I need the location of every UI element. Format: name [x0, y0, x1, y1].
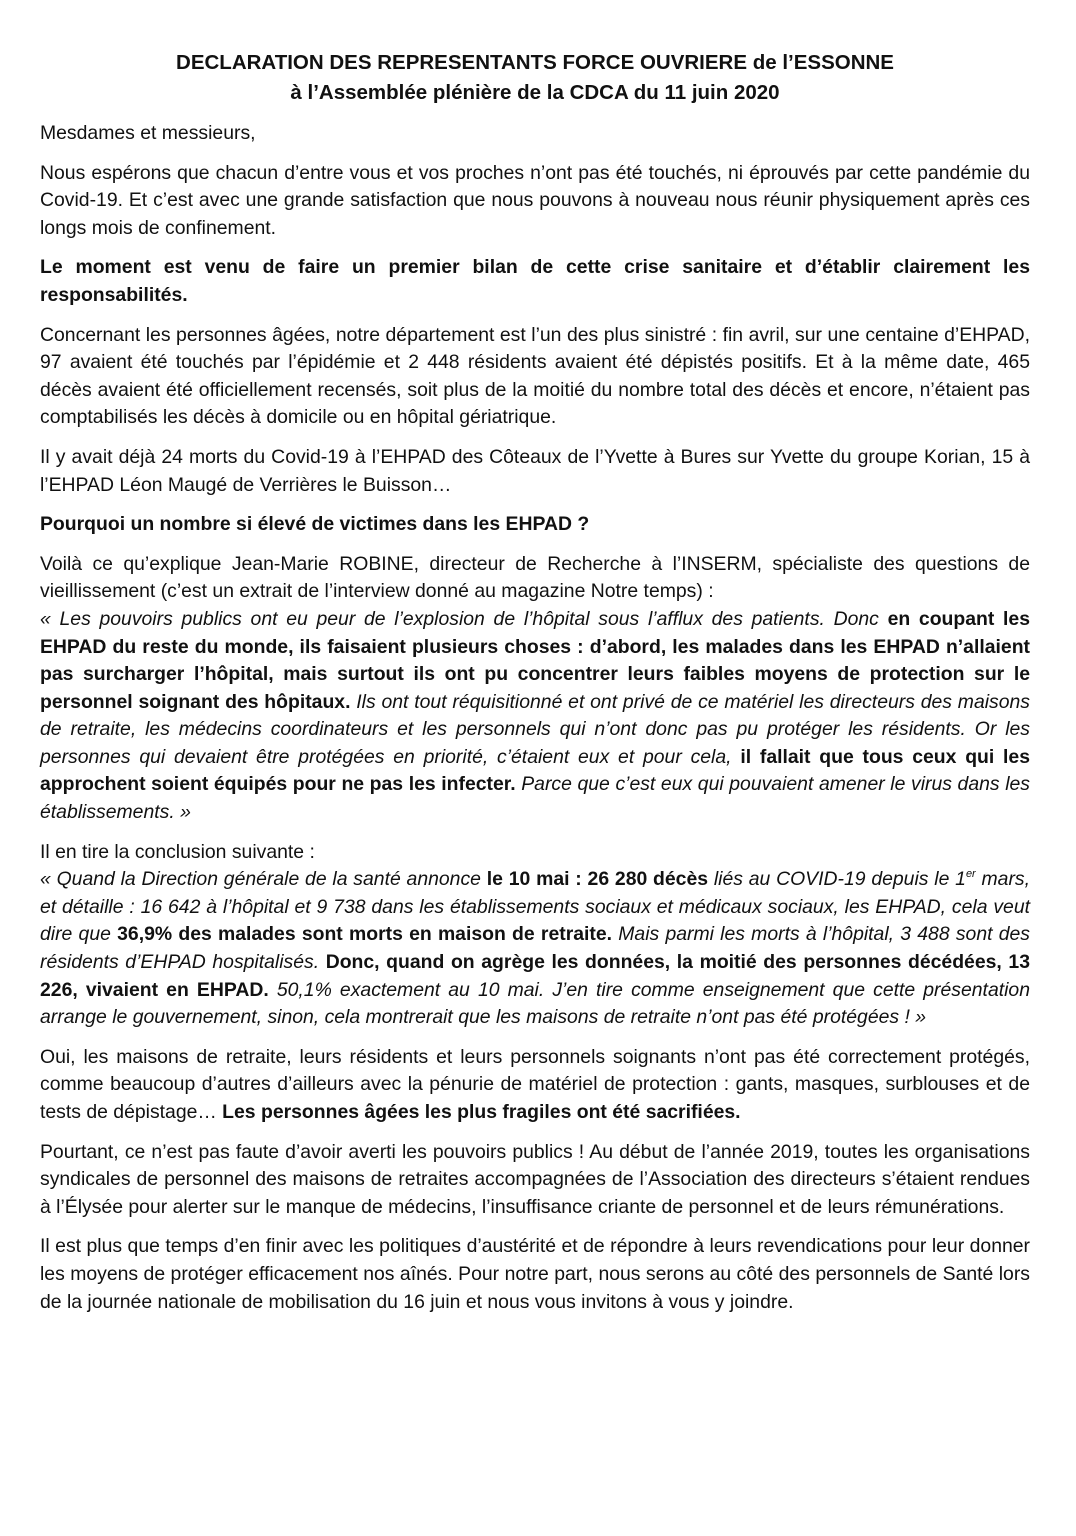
- quote-robine-bold-2: il fallait que tous ceux qui les approchent soient équipés pour ne pas les infecter.: [40, 745, 1030, 796]
- conclusion-intro: Il en tire la conclusion suivante :: [40, 840, 315, 863]
- paragraph-ehpad-deaths: Il y avait déjà 24 morts du Covid-19 à l’EHPAD des Côteaux de l’Yvette à Bures sur Yvette du groupe Korian, 15 à l’EHPAD Léon Maugé de Verrières le Buisson…: [40, 445, 1030, 496]
- paragraph-sacrifice: [40, 1044, 1030, 1127]
- paragraph-sacrifice-text: Oui, les maisons de retraite, leurs résidents et leurs personnels soignants n’ont pas été correctement protégés, comme beaucoup d’autres d’ailleurs avec la pénurie de matériel de protection : gants, masques, surblouses et de tests de dépistage…: [40, 1045, 1030, 1123]
- quote-conclusion-part-f: Mais parmi les morts à l’hôpital, 3 488 sont des résidents d’EHPAD hospitalisés.: [40, 923, 1030, 974]
- paragraph-call-to-action: Il est plus que temps d’en finir avec les politiques d’austérité et de répondre à leurs revendications pour leur donner les moyens de protéger efficacement nos aînés. Pour notre part, nous serons au côté des personnels de Santé lors de la journée nationale de mobilisation du 16 juin et nous vous invitons à vous y joindre.: [40, 1235, 1030, 1313]
- quote-intro: Voilà ce qu’explique Jean-Marie ROBINE, directeur de Recherche à l’INSERM, spécialiste des questions de vieillissement (c’est un extrait de l’interview donné au magazine Notre temps) :: [40, 552, 1030, 603]
- quote-conclusion-part-h: 50,1% exactement au 10 mai. J’en tire comme enseignement que cette présentation arrange le gouvernement, sinon, cela montrerait que les maisons de retraite n’ont pas été protégées ! »: [40, 978, 1030, 1029]
- paragraph-robine-quote: [40, 551, 1030, 827]
- quote-conclusion-part-a: « Quand la Direction générale de la santé annonce: [40, 868, 487, 891]
- quote-robine-part-c: Ils ont tout réquisitionné et ont privé de ce matériel les directeurs des maisons de retraite, les médecins coordinateurs et les personnels qui n’ont donc pas pu protéger les résidents. Or les personnes qui devaient être protégées en priorité, c’étaient eux et pour cela,: [40, 690, 1030, 768]
- quote-robine: [40, 608, 1030, 823]
- paragraph-conclusion-quote: [40, 839, 1030, 1032]
- paragraph-intro: Nous espérons que chacun d’entre vous et vos proches n’ont pas été touchés, ni éprouvés par cette pandémie du Covid-19. Et c’est avec une grande satisfaction que nous pouvons à nouveau nous réunir physiquement après ces longs mois de confinement.: [40, 161, 1030, 239]
- quote-conclusion-bold-percent: 36,9% des malades sont morts en maison de retraite.: [117, 923, 613, 946]
- greeting: Mesdames et messieurs,: [40, 122, 256, 144]
- quote-conclusion-part-d: mars, et détaille : 16 642 à l’hôpital et 9 738 dans les établissements sociaux et médicaux sociaux, les EHPAD, cela veut dire que: [40, 868, 1030, 946]
- title-line-1: DECLARATION DES REPRESENTANTS FORCE OUVRIERE de l’ESSONNE: [176, 51, 894, 74]
- quote-conclusion-bold-aggregate: Donc, quand on agrège les données, la moitié des personnes décédées, 13 226, vivaient en EHPAD.: [40, 951, 1030, 1001]
- quote-conclusion-bold-date: le 10 mai : 26 280 décès: [486, 868, 709, 891]
- paragraph-warning: Pourtant, ce n’est pas faute d’avoir averti les pouvoirs publics ! Au début de l’année 2019, toutes les organisations syndicales de personnel des maisons de retraites accompagnées de l’Association des directeurs s’étaient rendues à l’Élysée pour alerter sur le manque de médecins, l’insuffisance criante de personnel et de leurs rémunérations.: [40, 1140, 1030, 1218]
- document-page: [40, 48, 1030, 1328]
- quote-conclusion: [40, 868, 1030, 1028]
- quote-conclusion-part-c: liés au COVID-19 depuis le 1: [708, 868, 966, 891]
- paragraph-bilan: Le moment est venu de faire un premier bilan de cette crise sanitaire et d’établir clairement les responsabilités.: [40, 256, 1030, 306]
- title-line-2: à l’Assemblée plénière de la CDCA du 11 juin 2020: [290, 81, 780, 104]
- question-heading: Pourquoi un nombre si élevé de victimes dans les EHPAD ?: [40, 513, 590, 536]
- quote-robine-part-e: Parce que c’est eux qui pouvaient amener le virus dans les établissements. »: [40, 773, 1030, 824]
- ordinal-superscript: er: [965, 868, 976, 881]
- document-title: [40, 48, 1030, 108]
- quote-robine-bold-1: en coupant les EHPAD du reste du monde, ils faisaient plusieurs choses : d’abord, les malades dans les EHPAD n’allaient pas surcharger l’hôpital, mais surtout ils ont pu concentrer leurs faibles moyens de protection sur le personnel soignant des hôpitaux.: [40, 607, 1031, 713]
- paragraph-sacrifice-bold: Les personnes âgées les plus fragiles ont été sacrifiées.: [222, 1101, 741, 1123]
- quote-robine-part-a: « Les pouvoirs publics ont eu peur de l’explosion de l’hôpital sous l’afflux des patients. Donc: [40, 607, 888, 630]
- paragraph-statistics: Concernant les personnes âgées, notre département est l’un des plus sinistré : fin avril, sur une centaine d’EHPAD, 97 avaient été touchés par l’épidémie et 2 448 résidents avaient été dépistés positifs. Et à la même date, 465 décès avaient été officiellement recensés, soit plus de la moitié du nombre total des décès et encore, n’étaient pas comptabilisés les décès à domicile ou en hôpital gériatrique.: [40, 323, 1030, 429]
